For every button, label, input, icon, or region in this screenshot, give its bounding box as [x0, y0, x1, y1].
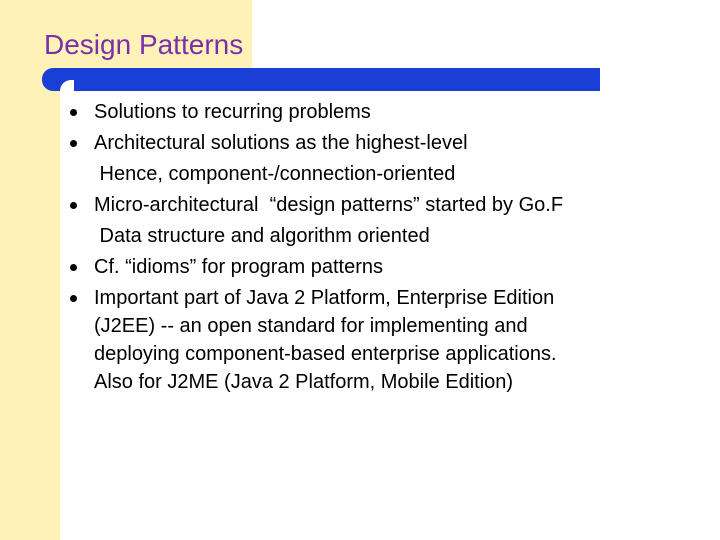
bullet-marker: [70, 295, 77, 302]
bullet-text-line: Solutions to recurring problems: [94, 101, 371, 123]
bullet-text-line: Data structure and algorithm oriented: [94, 225, 430, 247]
bullet-text-line: (J2EE) -- an open standard for implementing and: [94, 315, 528, 337]
title-underline-bar: [42, 68, 600, 91]
bullet-text-line: Also for J2ME (Java 2 Platform, Mobile Edition): [94, 371, 514, 393]
bullet-marker: [70, 202, 77, 209]
bullet-text-line: deploying component-based enterprise applications.: [94, 343, 557, 365]
bullet-text-line: Architectural solutions as the highest-level: [94, 132, 468, 154]
slide-title: Design Patterns: [44, 29, 244, 60]
bullet-text-line: Hence, component-/connection-oriented: [94, 163, 456, 185]
bullet-marker: [70, 264, 77, 271]
bullet-marker: [70, 140, 77, 147]
bullet-text-line: Micro-architectural “design patterns” started by Go.F: [94, 194, 564, 216]
bullet-text-line: Cf. “idioms” for program patterns: [94, 256, 383, 278]
bullet-text-line: Important part of Java 2 Platform, Enterprise Edition: [94, 287, 555, 309]
bullet-marker: [70, 109, 77, 116]
